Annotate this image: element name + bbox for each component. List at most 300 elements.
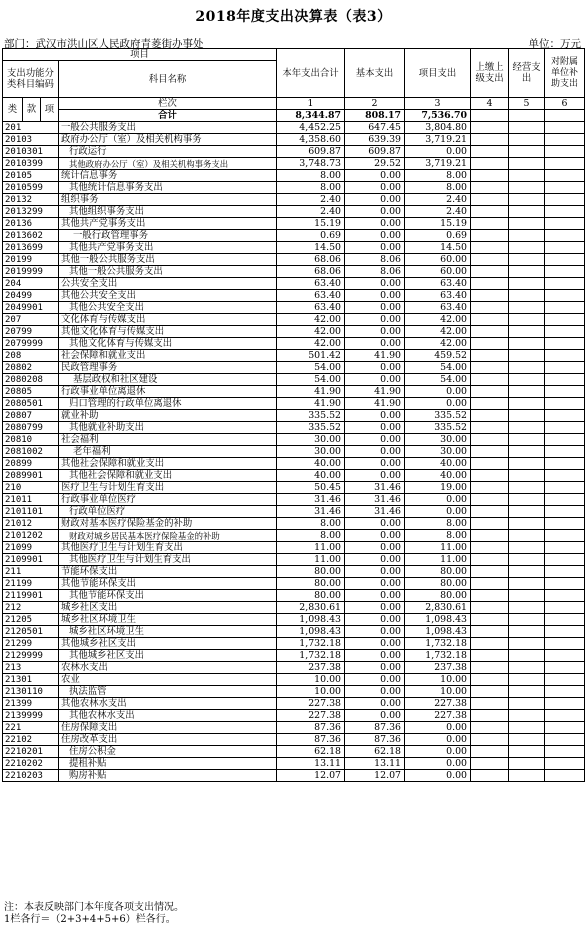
subject-code: 221 bbox=[3, 722, 59, 734]
amount-v5 bbox=[509, 578, 545, 590]
note-line-2: 1栏各行＝（2+3+4+5+6）栏各行。 bbox=[4, 914, 176, 925]
total-v3: 7,536.70 bbox=[405, 110, 471, 122]
amount-v1: 1,098.43 bbox=[277, 614, 345, 626]
amount-v4 bbox=[471, 482, 509, 494]
amount-v5 bbox=[509, 218, 545, 230]
table-row bbox=[3, 518, 585, 530]
total-label: 合计 bbox=[59, 110, 277, 122]
subject-name: 其他公共安全支出 bbox=[59, 290, 277, 302]
header-total: 本年支出合计 bbox=[277, 49, 345, 98]
table-row bbox=[3, 590, 585, 602]
amount-v3: 8.00 bbox=[405, 182, 471, 194]
amount-v5 bbox=[509, 506, 545, 518]
amount-v2: 0.00 bbox=[345, 290, 405, 302]
subject-name: 公共安全支出 bbox=[59, 278, 277, 290]
amount-v3: 80.00 bbox=[405, 590, 471, 602]
amount-v4 bbox=[471, 530, 509, 542]
amount-v6 bbox=[545, 374, 585, 386]
amount-v2: 87.36 bbox=[345, 734, 405, 746]
table-row bbox=[3, 122, 585, 134]
subject-code: 21205 bbox=[3, 614, 59, 626]
amount-v4 bbox=[471, 386, 509, 398]
table-row bbox=[3, 446, 585, 458]
subject-code: 2013602 bbox=[3, 230, 59, 242]
amount-v2: 0.00 bbox=[345, 626, 405, 638]
amount-v6 bbox=[545, 602, 585, 614]
subject-name: 其他城乡社区支出 bbox=[59, 638, 277, 650]
amount-v2: 0.00 bbox=[345, 518, 405, 530]
amount-v3: 227.38 bbox=[405, 710, 471, 722]
amount-v6 bbox=[545, 218, 585, 230]
amount-v2: 0.00 bbox=[345, 674, 405, 686]
amount-v6 bbox=[545, 614, 585, 626]
amount-v2: 0.00 bbox=[345, 302, 405, 314]
amount-v6 bbox=[545, 398, 585, 410]
subject-name: 其他文化体育与传媒支出 bbox=[59, 326, 277, 338]
amount-v2: 13.11 bbox=[345, 758, 405, 770]
subject-name: 住房改革支出 bbox=[59, 734, 277, 746]
table-row bbox=[3, 290, 585, 302]
table-row bbox=[3, 662, 585, 674]
amount-v3: 60.00 bbox=[405, 266, 471, 278]
amount-v2: 0.00 bbox=[345, 374, 405, 386]
amount-v5 bbox=[509, 326, 545, 338]
amount-v3: 0.00 bbox=[405, 758, 471, 770]
amount-v3: 80.00 bbox=[405, 578, 471, 590]
unit-label: 单位：万元 bbox=[528, 38, 581, 50]
total-v4 bbox=[471, 110, 509, 122]
amount-v4 bbox=[471, 494, 509, 506]
subject-name: 社会福利 bbox=[59, 434, 277, 446]
amount-v1: 15.19 bbox=[277, 218, 345, 230]
table-row bbox=[3, 602, 585, 614]
amount-v4 bbox=[471, 698, 509, 710]
table-row bbox=[3, 626, 585, 638]
amount-v5 bbox=[509, 770, 545, 782]
amount-v5 bbox=[509, 230, 545, 242]
amount-v3: 0.00 bbox=[405, 494, 471, 506]
subject-name: 其他统计信息事务支出 bbox=[59, 182, 277, 194]
amount-v1: 335.52 bbox=[277, 422, 345, 434]
amount-v5 bbox=[509, 182, 545, 194]
amount-v4 bbox=[471, 194, 509, 206]
table-row bbox=[3, 302, 585, 314]
amount-v3: 3,804.80 bbox=[405, 122, 471, 134]
subject-name: 执法监管 bbox=[59, 686, 277, 698]
subject-code: 2109901 bbox=[3, 554, 59, 566]
amount-v5 bbox=[509, 266, 545, 278]
amount-v1: 31.46 bbox=[277, 506, 345, 518]
table-row bbox=[3, 266, 585, 278]
amount-v2: 0.00 bbox=[345, 338, 405, 350]
amount-v6 bbox=[545, 494, 585, 506]
table-row bbox=[3, 218, 585, 230]
subject-name: 其他一般公共服务支出 bbox=[59, 266, 277, 278]
amount-v2: 0.00 bbox=[345, 242, 405, 254]
subject-code: 20799 bbox=[3, 326, 59, 338]
table-row bbox=[3, 614, 585, 626]
amount-v1: 54.00 bbox=[277, 362, 345, 374]
amount-v2: 0.00 bbox=[345, 170, 405, 182]
amount-v5 bbox=[509, 518, 545, 530]
amount-v1: 501.42 bbox=[277, 350, 345, 362]
amount-v6 bbox=[545, 686, 585, 698]
amount-v6 bbox=[545, 698, 585, 710]
total-v2: 808.17 bbox=[345, 110, 405, 122]
subject-name: 社会保障和就业支出 bbox=[59, 350, 277, 362]
table-row bbox=[3, 338, 585, 350]
subject-code: 2210203 bbox=[3, 770, 59, 782]
header-basic: 基本支出 bbox=[345, 49, 405, 98]
table-row bbox=[3, 734, 585, 746]
amount-v1: 4,452.25 bbox=[277, 122, 345, 134]
subject-code: 20103 bbox=[3, 134, 59, 146]
subject-name: 政府办公厅（室）及相关机构事务 bbox=[59, 134, 277, 146]
subject-name: 其他政府办公厅（室）及相关机构事务支出 bbox=[59, 158, 277, 170]
amount-v2: 0.00 bbox=[345, 530, 405, 542]
amount-v1: 609.87 bbox=[277, 146, 345, 158]
subject-code: 2010301 bbox=[3, 146, 59, 158]
amount-v5 bbox=[509, 134, 545, 146]
subject-code: 2079999 bbox=[3, 338, 59, 350]
amount-v6 bbox=[545, 194, 585, 206]
amount-v3: 8.00 bbox=[405, 170, 471, 182]
subject-code: 21099 bbox=[3, 542, 59, 554]
amount-v1: 68.06 bbox=[277, 254, 345, 266]
subject-code: 213 bbox=[3, 662, 59, 674]
amount-v1: 2.40 bbox=[277, 206, 345, 218]
subject-code: 2210202 bbox=[3, 758, 59, 770]
amount-v6 bbox=[545, 350, 585, 362]
amount-v3: 40.00 bbox=[405, 470, 471, 482]
subject-name: 其他社会保障和就业支出 bbox=[59, 470, 277, 482]
amount-v4 bbox=[471, 746, 509, 758]
subject-code: 20807 bbox=[3, 410, 59, 422]
amount-v5 bbox=[509, 734, 545, 746]
table-row bbox=[3, 506, 585, 518]
table-row bbox=[3, 278, 585, 290]
col-num-6: 6 bbox=[545, 98, 585, 110]
amount-v1: 335.52 bbox=[277, 410, 345, 422]
subject-name: 民政管理事务 bbox=[59, 362, 277, 374]
amount-v5 bbox=[509, 746, 545, 758]
subject-name: 城乡社区环境卫生 bbox=[59, 626, 277, 638]
amount-v6 bbox=[545, 242, 585, 254]
amount-v1: 40.00 bbox=[277, 470, 345, 482]
amount-v4 bbox=[471, 254, 509, 266]
amount-v5 bbox=[509, 146, 545, 158]
amount-v4 bbox=[471, 230, 509, 242]
subject-name: 农林水支出 bbox=[59, 662, 277, 674]
amount-v6 bbox=[545, 158, 585, 170]
amount-v6 bbox=[545, 506, 585, 518]
table-row bbox=[3, 206, 585, 218]
subject-name: 提租补贴 bbox=[59, 758, 277, 770]
amount-v1: 11.00 bbox=[277, 554, 345, 566]
amount-v2: 0.00 bbox=[345, 446, 405, 458]
amount-v3: 0.00 bbox=[405, 746, 471, 758]
subject-code: 2139999 bbox=[3, 710, 59, 722]
amount-v1: 227.38 bbox=[277, 710, 345, 722]
subject-name: 归口管理的行政单位离退休 bbox=[59, 398, 277, 410]
table-row bbox=[3, 722, 585, 734]
amount-v5 bbox=[509, 662, 545, 674]
amount-v6 bbox=[545, 266, 585, 278]
amount-v2: 31.46 bbox=[345, 494, 405, 506]
amount-v6 bbox=[545, 254, 585, 266]
subject-code: 208 bbox=[3, 350, 59, 362]
amount-v6 bbox=[545, 674, 585, 686]
amount-v6 bbox=[545, 326, 585, 338]
table-row bbox=[3, 482, 585, 494]
table-row bbox=[3, 146, 585, 158]
subject-code: 2101101 bbox=[3, 506, 59, 518]
amount-v1: 42.00 bbox=[277, 326, 345, 338]
amount-v4 bbox=[471, 278, 509, 290]
table-row bbox=[3, 134, 585, 146]
amount-v5 bbox=[509, 194, 545, 206]
amount-v5 bbox=[509, 242, 545, 254]
amount-v4 bbox=[471, 182, 509, 194]
amount-v5 bbox=[509, 422, 545, 434]
table-row bbox=[3, 398, 585, 410]
subject-code: 2010599 bbox=[3, 182, 59, 194]
subject-name: 购房补贴 bbox=[59, 770, 277, 782]
amount-v4 bbox=[471, 686, 509, 698]
amount-v6 bbox=[545, 638, 585, 650]
amount-v5 bbox=[509, 590, 545, 602]
amount-v4 bbox=[471, 566, 509, 578]
subject-name: 其他农林水支出 bbox=[59, 698, 277, 710]
amount-v2: 0.00 bbox=[345, 326, 405, 338]
subject-code: 21199 bbox=[3, 578, 59, 590]
subject-name: 行政运行 bbox=[59, 146, 277, 158]
total-v5 bbox=[509, 110, 545, 122]
amount-v6 bbox=[545, 302, 585, 314]
amount-v5 bbox=[509, 398, 545, 410]
amount-v2: 0.00 bbox=[345, 182, 405, 194]
amount-v5 bbox=[509, 410, 545, 422]
subject-name: 组织事务 bbox=[59, 194, 277, 206]
table-row bbox=[3, 422, 585, 434]
amount-v6 bbox=[545, 290, 585, 302]
amount-v5 bbox=[509, 638, 545, 650]
amount-v2: 0.00 bbox=[345, 458, 405, 470]
amount-v3: 42.00 bbox=[405, 326, 471, 338]
amount-v4 bbox=[471, 422, 509, 434]
amount-v3: 0.00 bbox=[405, 146, 471, 158]
amount-v3: 10.00 bbox=[405, 674, 471, 686]
amount-v4 bbox=[471, 302, 509, 314]
amount-v1: 42.00 bbox=[277, 338, 345, 350]
amount-v6 bbox=[545, 578, 585, 590]
amount-v6 bbox=[545, 554, 585, 566]
amount-v4 bbox=[471, 410, 509, 422]
amount-v6 bbox=[545, 770, 585, 782]
subject-code: 21011 bbox=[3, 494, 59, 506]
subject-code: 2049901 bbox=[3, 302, 59, 314]
amount-v4 bbox=[471, 170, 509, 182]
amount-v3: 1,732.18 bbox=[405, 650, 471, 662]
subject-code: 20802 bbox=[3, 362, 59, 374]
amount-v6 bbox=[545, 386, 585, 398]
amount-v4 bbox=[471, 158, 509, 170]
subject-code: 21012 bbox=[3, 518, 59, 530]
subject-code: 2080208 bbox=[3, 374, 59, 386]
amount-v1: 8.00 bbox=[277, 170, 345, 182]
amount-v3: 63.40 bbox=[405, 302, 471, 314]
amount-v4 bbox=[471, 506, 509, 518]
amount-v1: 80.00 bbox=[277, 578, 345, 590]
amount-v1: 80.00 bbox=[277, 590, 345, 602]
table-row bbox=[3, 698, 585, 710]
subject-name: 行政单位医疗 bbox=[59, 506, 277, 518]
table-row bbox=[3, 470, 585, 482]
amount-v3: 2.40 bbox=[405, 194, 471, 206]
table-row bbox=[3, 746, 585, 758]
amount-v5 bbox=[509, 290, 545, 302]
subject-name: 就业补助 bbox=[59, 410, 277, 422]
subject-name: 财政对基本医疗保险基金的补助 bbox=[59, 518, 277, 530]
amount-v3: 237.38 bbox=[405, 662, 471, 674]
amount-v2: 0.00 bbox=[345, 638, 405, 650]
amount-v6 bbox=[545, 530, 585, 542]
amount-v3: 335.52 bbox=[405, 410, 471, 422]
amount-v6 bbox=[545, 710, 585, 722]
amount-v2: 31.46 bbox=[345, 482, 405, 494]
amount-v6 bbox=[545, 278, 585, 290]
amount-v5 bbox=[509, 362, 545, 374]
amount-v5 bbox=[509, 482, 545, 494]
amount-v5 bbox=[509, 602, 545, 614]
amount-v5 bbox=[509, 542, 545, 554]
amount-v2: 0.00 bbox=[345, 554, 405, 566]
subject-name: 统计信息事务 bbox=[59, 170, 277, 182]
amount-v2: 0.00 bbox=[345, 590, 405, 602]
amount-v3: 0.00 bbox=[405, 722, 471, 734]
amount-v1: 3,748.73 bbox=[277, 158, 345, 170]
amount-v1: 80.00 bbox=[277, 566, 345, 578]
table-row bbox=[3, 494, 585, 506]
amount-v3: 54.00 bbox=[405, 374, 471, 386]
table-row bbox=[3, 362, 585, 374]
table-row bbox=[3, 158, 585, 170]
amount-v5 bbox=[509, 554, 545, 566]
header-upper: 上缴上级支出 bbox=[471, 49, 509, 98]
amount-v3: 54.00 bbox=[405, 362, 471, 374]
subject-code: 20199 bbox=[3, 254, 59, 266]
subject-code: 2013299 bbox=[3, 206, 59, 218]
amount-v2: 0.00 bbox=[345, 410, 405, 422]
amount-v6 bbox=[545, 518, 585, 530]
table-row bbox=[3, 386, 585, 398]
amount-v2: 0.00 bbox=[345, 434, 405, 446]
amount-v5 bbox=[509, 350, 545, 362]
subject-name: 一般公共服务支出 bbox=[59, 122, 277, 134]
amount-v6 bbox=[545, 482, 585, 494]
subject-code: 20105 bbox=[3, 170, 59, 182]
amount-v2: 31.46 bbox=[345, 506, 405, 518]
amount-v6 bbox=[545, 338, 585, 350]
amount-v5 bbox=[509, 122, 545, 134]
amount-v6 bbox=[545, 446, 585, 458]
subject-name: 城乡社区支出 bbox=[59, 602, 277, 614]
amount-v6 bbox=[545, 422, 585, 434]
amount-v6 bbox=[545, 434, 585, 446]
col-num-3: 3 bbox=[405, 98, 471, 110]
amount-v4 bbox=[471, 326, 509, 338]
department-label: 部门：武汉市洪山区人民政府青菱街办事处 bbox=[4, 38, 204, 50]
amount-v4 bbox=[471, 542, 509, 554]
amount-v4 bbox=[471, 242, 509, 254]
table-row bbox=[3, 374, 585, 386]
amount-v5 bbox=[509, 698, 545, 710]
amount-v6 bbox=[545, 230, 585, 242]
amount-v1: 42.00 bbox=[277, 314, 345, 326]
amount-v3: 2.40 bbox=[405, 206, 471, 218]
amount-v3: 0.00 bbox=[405, 386, 471, 398]
amount-v5 bbox=[509, 302, 545, 314]
amount-v6 bbox=[545, 734, 585, 746]
amount-v5 bbox=[509, 530, 545, 542]
subject-name: 住房保障支出 bbox=[59, 722, 277, 734]
amount-v1: 62.18 bbox=[277, 746, 345, 758]
amount-v4 bbox=[471, 146, 509, 158]
amount-v4 bbox=[471, 590, 509, 602]
amount-v3: 459.52 bbox=[405, 350, 471, 362]
subject-name: 其他一般公共服务支出 bbox=[59, 254, 277, 266]
amount-v6 bbox=[545, 626, 585, 638]
amount-v3: 227.38 bbox=[405, 698, 471, 710]
amount-v4 bbox=[471, 554, 509, 566]
amount-v4 bbox=[471, 458, 509, 470]
amount-v2: 62.18 bbox=[345, 746, 405, 758]
amount-v3: 0.00 bbox=[405, 398, 471, 410]
subject-code: 212 bbox=[3, 602, 59, 614]
subject-code: 204 bbox=[3, 278, 59, 290]
amount-v3: 0.69 bbox=[405, 230, 471, 242]
amount-v2: 0.00 bbox=[345, 230, 405, 242]
amount-v4 bbox=[471, 122, 509, 134]
amount-v1: 12.07 bbox=[277, 770, 345, 782]
header-xiang: 项 bbox=[41, 98, 59, 122]
subject-name: 其他就业补助支出 bbox=[59, 422, 277, 434]
subject-name: 基层政权和社区建设 bbox=[59, 374, 277, 386]
amount-v2: 12.07 bbox=[345, 770, 405, 782]
amount-v1: 63.40 bbox=[277, 278, 345, 290]
subject-code: 207 bbox=[3, 314, 59, 326]
table-row bbox=[3, 674, 585, 686]
amount-v1: 68.06 bbox=[277, 266, 345, 278]
amount-v1: 8.00 bbox=[277, 518, 345, 530]
amount-v6 bbox=[545, 566, 585, 578]
amount-v5 bbox=[509, 722, 545, 734]
amount-v3: 10.00 bbox=[405, 686, 471, 698]
amount-v6 bbox=[545, 134, 585, 146]
amount-v1: 87.36 bbox=[277, 722, 345, 734]
amount-v3: 11.00 bbox=[405, 542, 471, 554]
table-row bbox=[3, 542, 585, 554]
subject-code: 20132 bbox=[3, 194, 59, 206]
table-row bbox=[3, 566, 585, 578]
subject-name: 其他共产党事务支出 bbox=[59, 218, 277, 230]
amount-v6 bbox=[545, 590, 585, 602]
amount-v1: 10.00 bbox=[277, 674, 345, 686]
amount-v1: 41.90 bbox=[277, 398, 345, 410]
table-row bbox=[3, 254, 585, 266]
table-row bbox=[3, 578, 585, 590]
amount-v3: 60.00 bbox=[405, 254, 471, 266]
